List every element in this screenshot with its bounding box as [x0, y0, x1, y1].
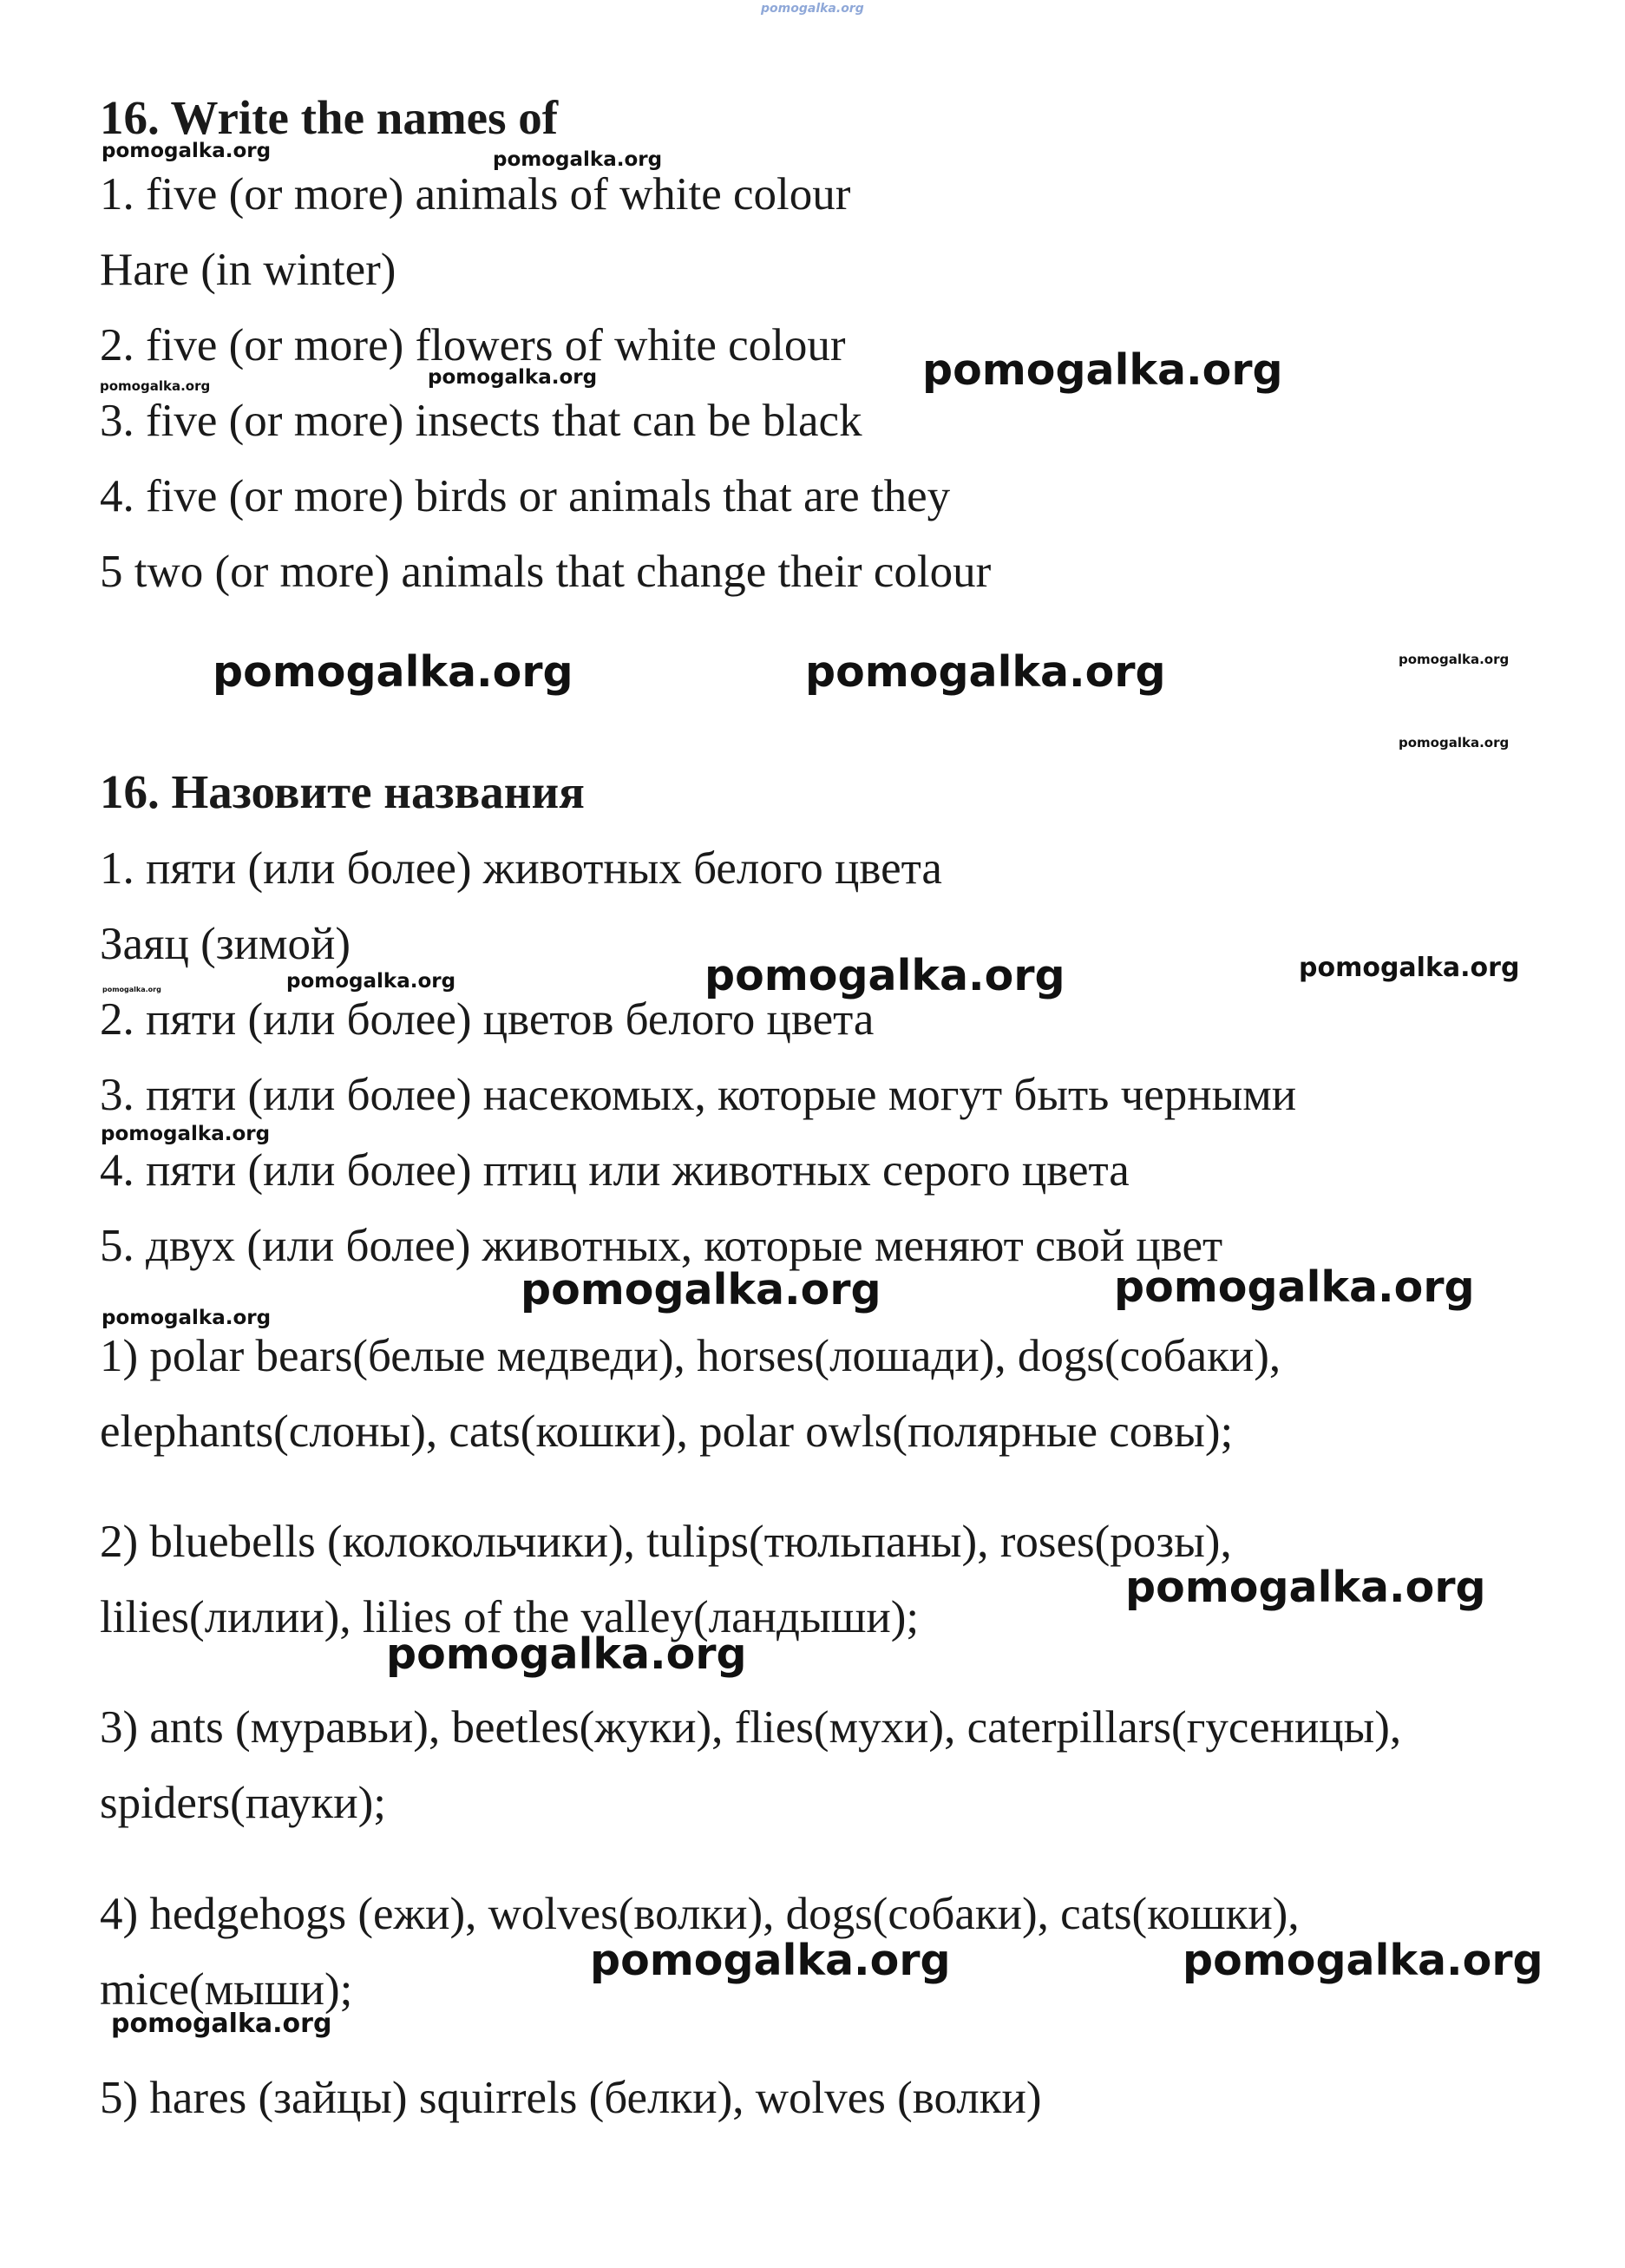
russian-item-5: 4. пяти (или более) птиц или животных серого цвета [100, 1145, 1130, 1196]
english-item-1: 1. five (or more) animals of white colour [100, 169, 851, 220]
answer-3-line-1: 3) ants (муравьи), beetles(жуки), flies(мухи), caterpillars(гусеницы), [100, 1702, 1402, 1753]
english-item-5: 4. five (or more) birds or animals that are they [100, 471, 951, 521]
watermark: pomogalka.org [102, 1307, 272, 1329]
watermark: pomogalka.org [1125, 1563, 1486, 1612]
watermark: pomogalka.org [1299, 953, 1520, 983]
russian-item-1: 1. пяти (или более) животных белого цвета [100, 843, 942, 894]
english-heading: 16. Write the names of [100, 91, 559, 144]
watermark: pomogalka.org [1114, 1262, 1475, 1312]
watermark: pomogalka.org [704, 951, 1065, 1000]
russian-item-6: 5. двух (или более) животных, которые меняют свой цвет [100, 1221, 1223, 1271]
answer-2-line-2: lilies(лилии), lilies of the valley(ландыши); [100, 1592, 920, 1642]
watermark: pomogalka.org [101, 1123, 271, 1145]
english-item-2: Hare (in winter) [100, 245, 396, 295]
answer-1-line-1: 1) polar bears(белые медведи), horses(лошади), dogs(собаки), [100, 1331, 1281, 1381]
watermark: pomogalka.org [1399, 652, 1510, 667]
answer-5-line-1: 5) hares (зайцы) squirrels (белки), wolves (волки) [100, 2073, 1042, 2123]
russian-heading: 16. Назовите названия [100, 765, 585, 818]
watermark: pomogalka.org [111, 2009, 332, 2039]
english-item-6: 5 two (or more) animals that change their colour [100, 547, 992, 597]
header-watermark: pomogalka.org [761, 2, 864, 16]
watermark: pomogalka.org [1183, 1936, 1543, 1985]
watermark: pomogalka.org [100, 378, 211, 394]
watermark: pomogalka.org [213, 647, 573, 697]
english-item-4: 3. five (or more) insects that can be black [100, 396, 862, 446]
watermark: pomogalka.org [102, 986, 161, 993]
answer-4-line-2: mice(мыши); [100, 1964, 353, 2015]
answer-3-line-2: spiders(пауки); [100, 1778, 386, 1828]
watermark: pomogalka.org [922, 345, 1283, 395]
watermark: pomogalka.org [590, 1936, 951, 1985]
russian-item-4: 3. пяти (или более) насекомых, которые могут быть черными [100, 1070, 1297, 1120]
watermark: pomogalka.org [805, 647, 1166, 697]
watermark: pomogalka.org [428, 366, 598, 389]
watermark: pomogalka.org [521, 1265, 881, 1314]
english-item-3: 2. five (or more) flowers of white colour [100, 320, 846, 370]
watermark: pomogalka.org [1399, 735, 1510, 751]
watermark: pomogalka.org [386, 1629, 747, 1679]
answer-1-line-2: elephants(слоны), cats(кошки), polar owls(полярные совы); [100, 1406, 1234, 1457]
answer-2-line-1: 2) bluebells (колокольчики), tulips(тюльпаны), roses(розы), [100, 1517, 1232, 1567]
watermark: pomogalka.org [493, 148, 663, 171]
watermark: pomogalka.org [102, 140, 272, 162]
russian-item-2: Заяц (зимой) [100, 919, 351, 969]
watermark: pomogalka.org [286, 970, 456, 993]
answer-4-line-1: 4) hedgehogs (ежи), wolves(волки), dogs(собаки), cats(кошки), [100, 1889, 1300, 1939]
russian-item-3: 2. пяти (или более) цветов белого цвета [100, 994, 875, 1045]
